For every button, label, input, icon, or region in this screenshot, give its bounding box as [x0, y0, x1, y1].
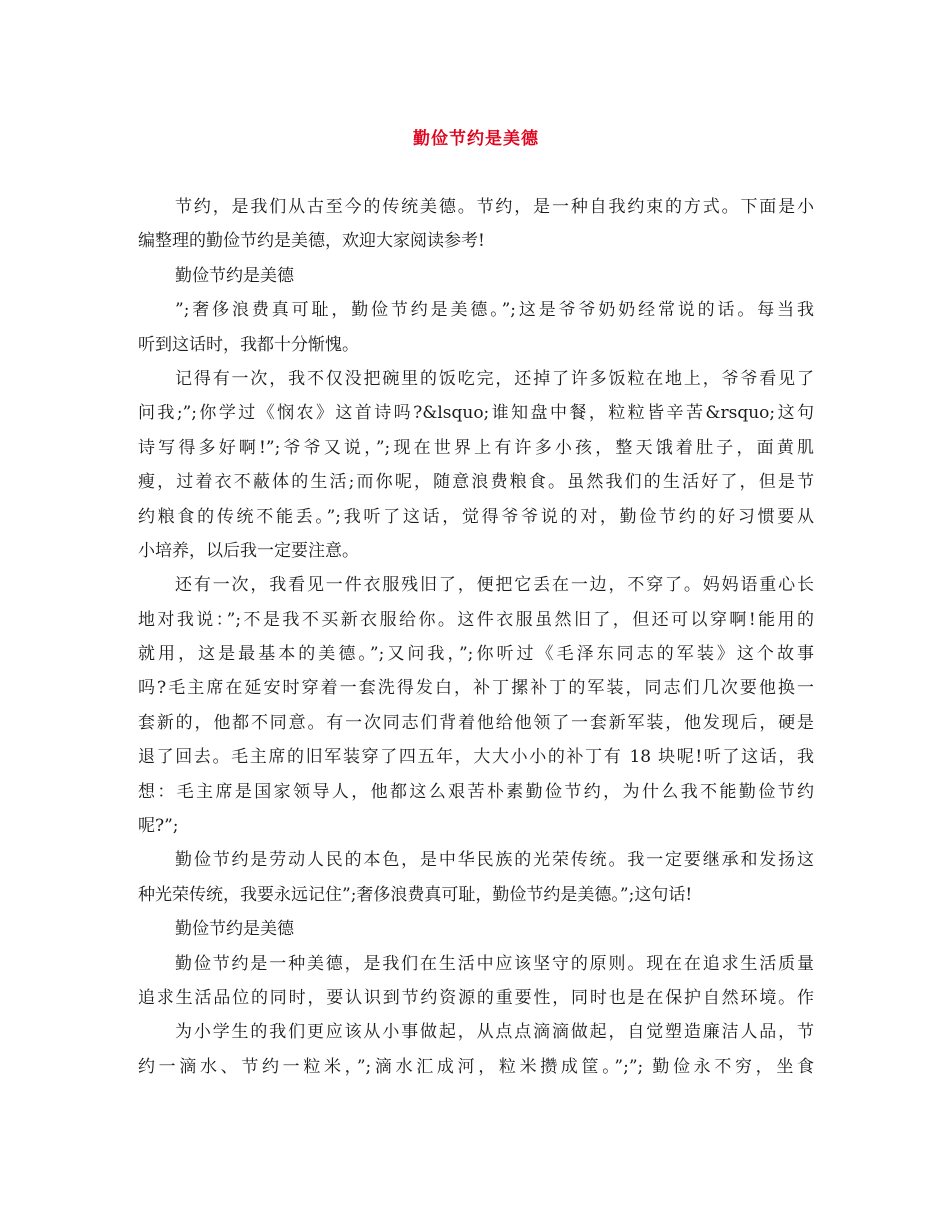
text-line: 吗?毛主席在延安时穿着一套洗得发白，补丁摞补丁的军装，同志们几次要他换一 [138, 678, 814, 699]
text-line: 瘦，过着衣不蔽体的生活;而你呢，随意浪费粮食。虽然我们的生活好了，但是节 [138, 472, 814, 493]
text-line: 勤俭节约是劳动人民的本色，是中华民族的光荣传统。我一定要继承和发扬这 [175, 850, 814, 871]
document-body [138, 190, 814, 1084]
text-line: 还有一次，我看见一件衣服残旧了，便把它丢在一边，不穿了。妈妈语重心长 [175, 575, 814, 596]
document-title: 勤俭节约是美德 [413, 129, 539, 149]
text-line: 套新的，他都不同意。有一次同志们背着他给他领了一套新军装，他发现后，硬是 [138, 712, 814, 733]
text-line: ”;奢侈浪费真可耻，勤俭节约是美德。”;这是爷爷奶奶经常说的话。每当我 [175, 300, 814, 321]
text-line: 就用，这是最基本的美德。”;又问我，”;你听过《毛泽东同志的军装》这个故事 [138, 644, 814, 665]
text-line: 编整理的勤俭节约是美德，欢迎大家阅读参考! [138, 231, 485, 252]
text-line: 记得有一次，我不仅没把碗里的饭吃完，还掉了许多饭粒在地上，爷爷看见了 [175, 368, 814, 389]
text-line: 退了回去。毛主席的旧军装穿了四五年，大大小小的补丁有 18 块呢!听了这话，我 [138, 747, 814, 768]
text-line: 勤俭节约是美德 [175, 265, 294, 286]
text-line: 为小学生的我们更应该从小事做起，从点点滴滴做起，自觉塑造廉洁人品，节 [175, 1022, 814, 1043]
text-line: 问我;”;你学过《悯农》这首诗吗?&lsquo;谁知盘中餐，粒粒皆辛苦&rsquo;这句 [138, 403, 814, 424]
text-line: 想：毛主席是国家领导人，他都这么艰苦朴素勤俭节约，为什么我不能勤俭节约 [138, 781, 814, 802]
text-line: 小培养，以后我一定要注意。 [138, 540, 359, 561]
text-line: 诗写得多好啊!”;爷爷又说，”;现在世界上有许多小孩，整天饿着肚子，面黄肌 [138, 437, 814, 458]
text-line: 听到这话时，我都十分惭愧。 [138, 334, 359, 355]
text-line: 追求生活品位的同时，要认识到节约资源的重要性，同时也是在保护自然环境。作 [138, 987, 814, 1008]
text-line: 种光荣传统，我要永远记住”;奢侈浪费真可耻，勤俭节约是美德。”;这句话! [138, 884, 693, 905]
text-line: 勤俭节约是一种美德，是我们在生活中应该坚守的原则。现在在追求生活质量 [175, 953, 814, 974]
text-line: 节约，是我们从古至今的传统美德。节约，是一种自我约束的方式。下面是小 [175, 197, 814, 217]
text-line: 约粮食的传统不能丢。”;我听了这话，觉得爷爷说的对，勤俭节约的好习惯要从 [138, 506, 814, 527]
text-line: 呢?”; [138, 816, 179, 837]
text-line: 约一滴水、节约一粒米，”;滴水汇成河，粒米攒成筐。”;”; 勤俭永不穷，坐食 [138, 1056, 814, 1077]
text-line: 地对我说：”;不是我不买新衣服给你。这件衣服虽然旧了，但还可以穿啊!能用的 [138, 609, 814, 630]
text-line: 勤俭节约是美德 [175, 919, 294, 940]
